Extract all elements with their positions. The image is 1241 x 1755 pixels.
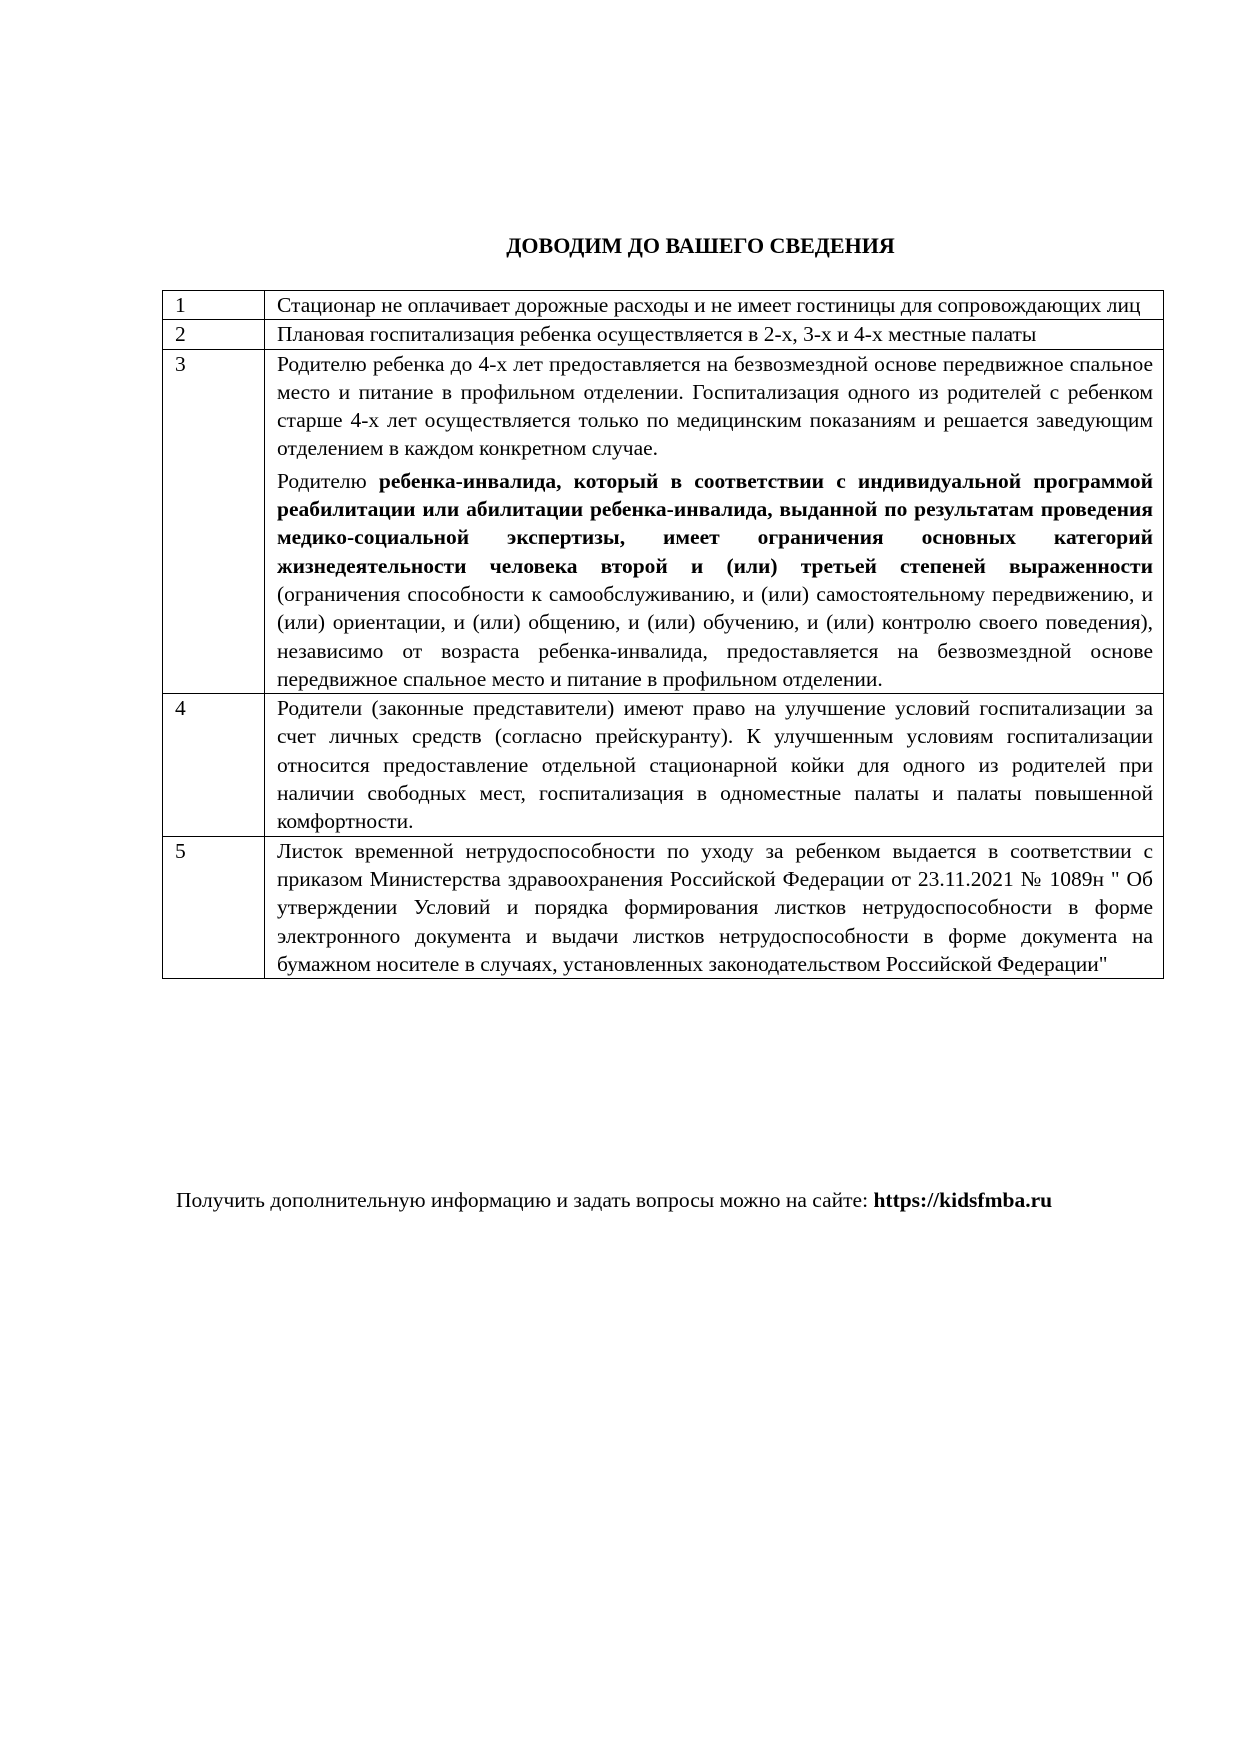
- paragraph-prefix: Родителю: [277, 468, 379, 493]
- table-row: [163, 349, 1164, 694]
- footer-text: Получить дополнительную информацию и задать вопросы можно на сайте:: [176, 1188, 874, 1212]
- table-row: [163, 291, 1164, 320]
- row-number: 5: [163, 836, 265, 978]
- row-text: [265, 349, 1164, 694]
- row-text: Стационар не оплачивает дорожные расходы и не имеет гостиницы для сопровождающих лиц: [265, 291, 1164, 320]
- paragraph-suffix: (ограничения способности к самообслуживанию, и (или) самостоятельному передвижению, и (или) ориентации, и (или) общению, и (или) обучению, и (или) контролю своего поведения), независимо от возраста ребенка-инвалида, предоставляется на безвозмездной основе передвижное спальное место и питание в профильном отделении.: [277, 581, 1153, 691]
- row-number: 3: [163, 349, 265, 694]
- paragraph-bold-text: ребенка-инвалида, который в соответствии с индивидуальной программой реабилитации или абилитации ребенка-инвалида, выданной по результатам проведения медико-социальной экспертизы, имеет ограничения основных категорий жизнедеятельности человека второй и (или) третьей степеней выраженности: [277, 468, 1153, 578]
- row-paragraph: [277, 467, 1153, 693]
- document-title: ДОВОДИМ ДО ВАШЕГО СВЕДЕНИЯ: [506, 233, 895, 258]
- table-row: [163, 836, 1164, 978]
- row-number: 4: [163, 694, 265, 836]
- row-number: 1: [163, 291, 265, 320]
- row-text: Листок временной нетрудоспособности по уходу за ребенком выдается в соответствии с приказом Министерства здравоохранения Российской Федерации от 23.11.2021 № 1089н " Об утверждении Условий и порядка формирования листков нетрудоспособности в форме электронного документа и выдачи листков нетрудоспособности в форме документа на бумажном носителе в случаях, установленных законодательством Российской Федерации": [265, 836, 1164, 978]
- website-link[interactable]: https://kidsfmba.ru: [873, 1188, 1053, 1212]
- table-row: [163, 320, 1164, 349]
- table-row: [163, 694, 1164, 836]
- row-number: 2: [163, 320, 265, 349]
- footer-note: [176, 1186, 1154, 1214]
- row-text: Родители (законные представители) имеют право на улучшение условий госпитализации за счет личных средств (согласно прейскуранту). К улучшенным условиям госпитализации относится предоставление отдельной стационарной койки для одного из родителей при наличии свободных мест, госпитализация в одноместные палаты и палаты повышенной комфортности.: [265, 694, 1164, 836]
- row-text: Плановая госпитализация ребенка осуществляется в 2-х, 3-х и 4-х местные палаты: [265, 320, 1164, 349]
- info-table: [162, 290, 1164, 979]
- row-paragraph: Родителю ребенка до 4-х лет предоставляется на безвозмездной основе передвижное спальное место и питание в профильном отделении. Госпитализация одного из родителей с ребенком старше 4-х лет осуществляется только по медицинским показаниям и решается заведующим отделением в каждом конкретном случае.: [277, 351, 1153, 461]
